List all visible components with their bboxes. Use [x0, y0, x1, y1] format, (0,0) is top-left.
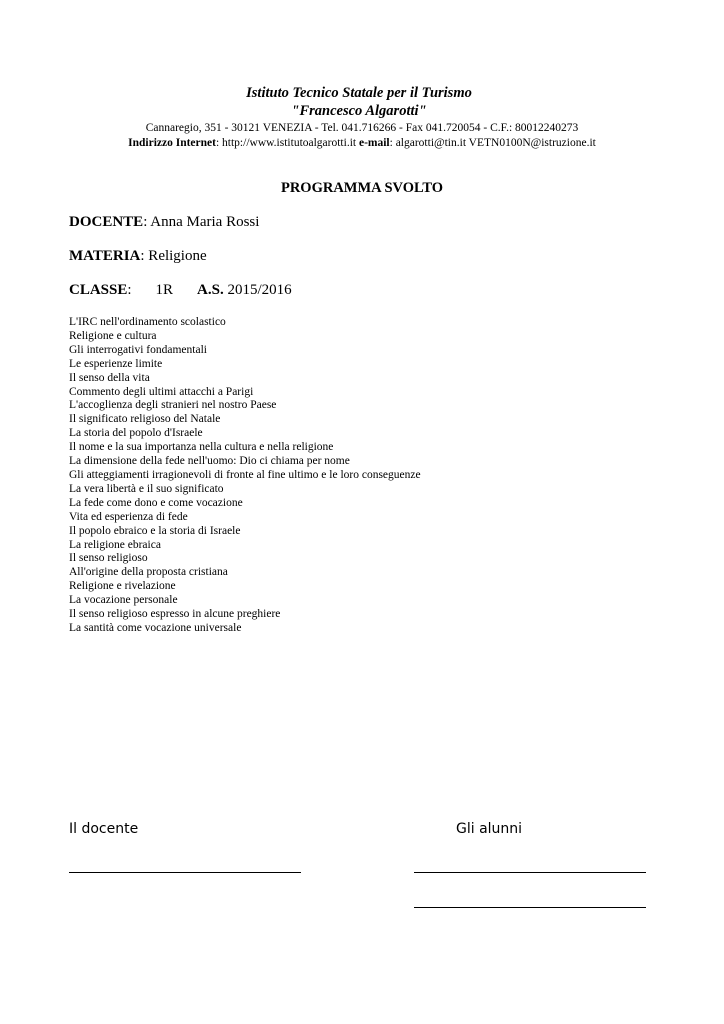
- topic-item: All'origine della proposta cristiana: [69, 566, 228, 579]
- topic-item: Le esperienze limite: [69, 357, 163, 370]
- topic-item: La santità come vocazione universale: [69, 621, 242, 634]
- topic-item: L'IRC nell'ordinamento scolastico: [69, 316, 226, 328]
- students-signature-label: Gli alunni: [456, 821, 523, 837]
- topic-item: Il senso religioso espresso in alcune preghiere: [69, 608, 281, 621]
- topic-item: La vocazione personale: [69, 594, 178, 607]
- topic-item: La dimensione della fede nell'uomo: Dio ci chiama per nome: [69, 455, 350, 468]
- topic-item: Vita ed esperienza di fede: [69, 510, 188, 523]
- internet-label: Indirizzo Internet: [128, 137, 216, 149]
- topic-item: Gli interrogativi fondamentali: [69, 343, 207, 356]
- document-title: PROGRAMMA SVOLTO: [280, 180, 444, 196]
- topics-list: [69, 316, 421, 636]
- topic-item: La vera libertà e il suo significato: [69, 482, 224, 495]
- materia-field: [69, 248, 207, 265]
- topic-item: Gli atteggiamenti irragionevoli di fronte al fine ultimo e le loro conseguenze: [69, 468, 421, 481]
- classe-field: [69, 282, 292, 299]
- topic-item: Il significato religioso del Natale: [69, 413, 221, 426]
- topic-item: Religione e rivelazione: [69, 580, 176, 593]
- topic-item: La storia del popolo d'Israele: [69, 427, 203, 440]
- topic-item: Il senso della vita: [69, 371, 150, 384]
- topic-item: Il nome e la sua importanza nella cultura e nella religione: [69, 441, 334, 454]
- topic-item: L'accoglienza degli stranieri nel nostro Paese: [69, 399, 277, 412]
- topic-item: La fede come dono e come vocazione: [69, 496, 243, 509]
- classe-sep: :: [127, 282, 132, 298]
- institute-name: Istituto Tecnico Statale per il Turismo: [246, 85, 472, 101]
- institute-subtitle: "Francesco Algarotti": [291, 103, 427, 119]
- teacher-signature-line: [69, 872, 301, 873]
- institute-contacts: [0, 136, 724, 150]
- email-value: : algarotti@tin.it VETN0100N@istruzione.it: [389, 137, 596, 149]
- materia-label: MATERIA: [69, 248, 141, 264]
- classe-value: 1R: [155, 282, 174, 298]
- classe-label: CLASSE: [69, 282, 128, 298]
- institute-header: [0, 84, 724, 150]
- topic-item: Il senso religioso: [69, 552, 148, 565]
- institute-address: Cannaregio, 351 - 30121 VENEZIA - Tel. 041.716266 - Fax 041.720054 - C.F.: 80012240273: [145, 122, 579, 134]
- students-signature-line: [414, 872, 646, 873]
- as-label: A.S.: [197, 282, 224, 298]
- internet-url: : http://www.istitutoalgarotti.it: [215, 137, 359, 149]
- docente-field: [69, 214, 259, 231]
- topic-item: La religione ebraica: [69, 538, 161, 551]
- docente-label: DOCENTE: [69, 214, 144, 230]
- topic-item: Religione e cultura: [69, 329, 157, 342]
- students-signature-line: [414, 907, 646, 908]
- as-value: 2015/2016: [223, 282, 292, 298]
- docente-value: : Anna Maria Rossi: [143, 214, 260, 230]
- topic-item: Il popolo ebraico e la storia di Israele: [69, 524, 241, 537]
- teacher-signature-label: Il docente: [69, 821, 139, 837]
- email-label: e-mail: [358, 137, 390, 149]
- materia-value: : Religione: [140, 248, 207, 264]
- topic-item: Commento degli ultimi attacchi a Parigi: [69, 385, 254, 398]
